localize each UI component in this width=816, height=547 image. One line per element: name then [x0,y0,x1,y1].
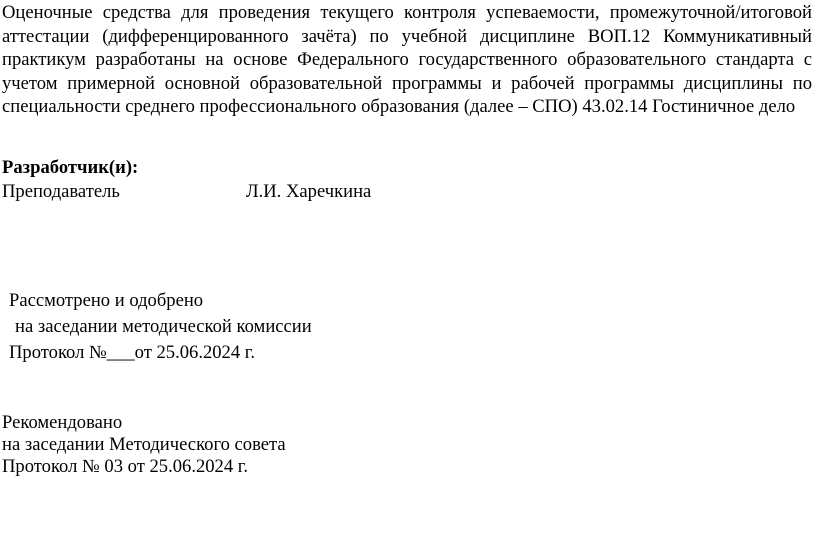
intro-paragraph [2,1,812,119]
council-line: Рекомендовано [2,412,123,433]
intro-line: аттестации (дифференцированного зачёта) по учебной дисциплине ВОП.12 Коммуникативный [2,25,812,47]
commission-protocol: Протокол №___от 25.06.2024 г. [9,342,255,363]
intro-line: практикум разработаны на основе Федерального государственного образовательного стандарта с [2,49,812,71]
developer-row [2,181,371,203]
developer-role: Преподаватель [2,181,120,202]
commission-approval-block [9,288,312,366]
commission-line: Рассмотрено и одобрено [9,290,204,311]
council-recommendation-block [2,412,286,478]
intro-line: специальности среднего профессионального образования (далее – СПО) 43.02.14 Гостиничное дело [2,96,796,118]
developer-heading: Разработчик(и): [2,157,139,178]
intro-line: учетом примерной основной образовательной программы и рабочей программы дисциплины по [2,72,812,94]
intro-line: Оценочные средства для проведения текущего контроля успеваемости, промежуточной/итоговой [2,2,812,23]
council-protocol: Протокол № 03 от 25.06.2024 г. [2,456,248,477]
developer-name: Л.И. Харечкина [246,181,372,202]
commission-line: на заседании методической комиссии [15,316,312,337]
council-line: на заседании Методического совета [2,434,286,455]
